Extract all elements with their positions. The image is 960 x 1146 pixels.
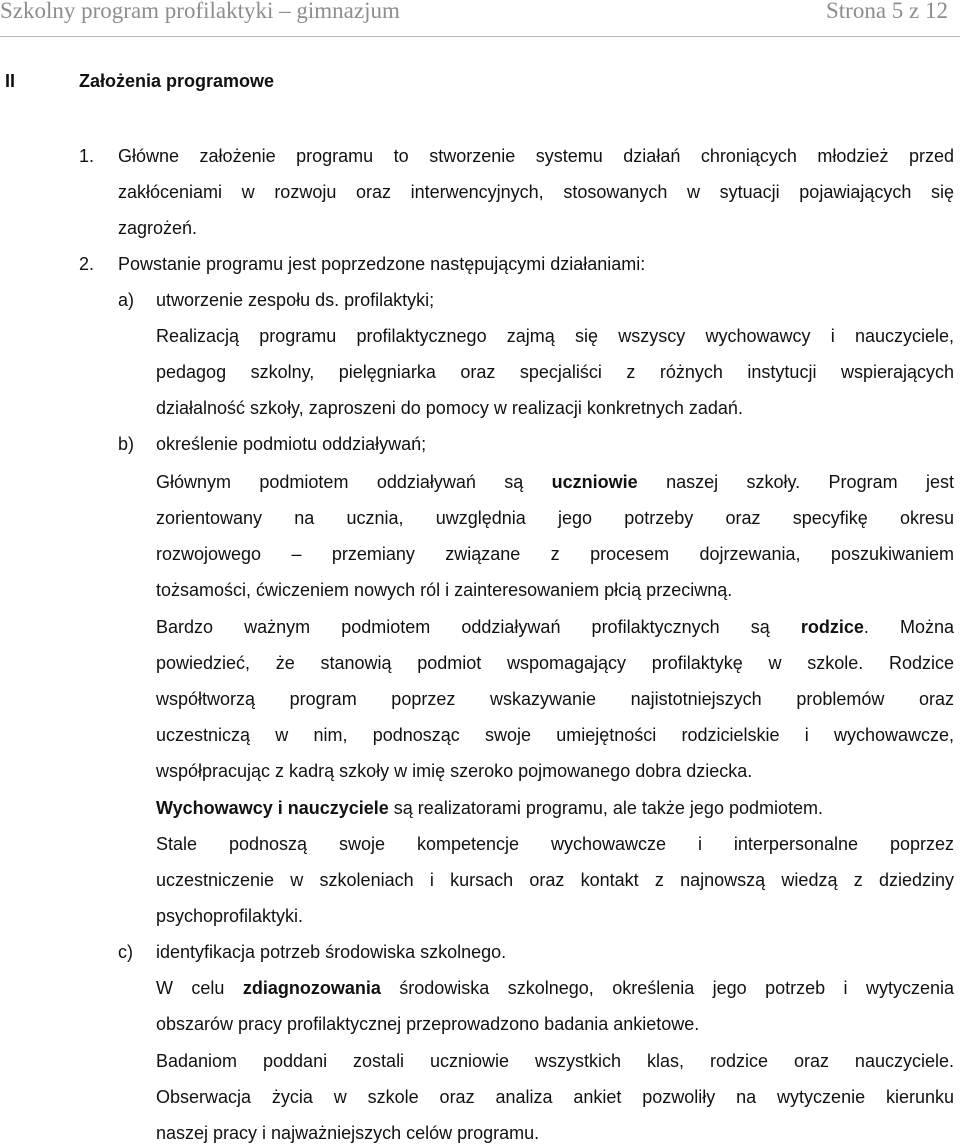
subitem-b-para-1-line-1: Głównym podmiotem oddziaływań są uczniowie naszej szkoły. Program jest (156, 472, 954, 492)
subitem-b-para-3-line-1: Wychowawcy i nauczyciele są realizatorami programu, ale także jego podmiotem. (156, 798, 824, 818)
item-1-line-3: zagrożeń. (118, 218, 198, 238)
item-1-number: 1. (79, 146, 95, 166)
item-2-number: 2. (79, 254, 95, 274)
subitem-b-label: b) (118, 434, 135, 454)
subitem-b-para-1-line-4: tożsamości, ćwiczeniem nowych ról i zainteresowaniem płcią przeciwną. (156, 580, 733, 600)
subitem-c-para-2-line-3: naszej pracy i najważniejszych celów programu. (156, 1123, 540, 1143)
subitem-a-label: a) (118, 290, 135, 310)
subitem-c-para-2-line-2: Obserwacja życia w szkole oraz analiza ankiet pozwoliły na wytyczenie kierunku (156, 1087, 954, 1107)
item-1-line-2: zakłóceniami w rozwoju oraz interwencyjnych, stosowanych w sytuacji pojawiających się (118, 182, 954, 202)
subitem-b-para-1-line-3: rozwojowego – przemiany związane z procesem dojrzewania, poszukiwaniem (156, 544, 954, 564)
emphasis-zdiagnozowania: zdiagnozowania (242, 978, 381, 998)
item-1-line-1: Główne założenie programu to stworzenie systemu działań chroniących młodzież przed (118, 146, 954, 166)
subitem-b-para-2-line-4: uczestniczą w nim, podnosząc swoje umiejętności rodzicielskie i wychowawcze, (156, 725, 954, 745)
subitem-c-para-1-line-1: W celu zdiagnozowania środowiska szkolnego, określenia jego potrzeb i wytyczenia (156, 978, 954, 998)
emphasis-uczniowie: uczniowie (551, 472, 638, 492)
subitem-b-para-3-line-2: Stale podnoszą swoje kompetencje wychowawcze i interpersonalne poprzez (156, 834, 954, 854)
subitem-b-para-3-line-4: psychoprofilaktyki. (156, 906, 304, 926)
header-page-number: Strona 5 z 12 (825, 0, 948, 23)
section-number: II (5, 71, 16, 91)
subitem-c-para-2-line-1: Badaniom poddani zostali uczniowie wszystkich klas, rodzice oraz nauczyciele. (156, 1051, 954, 1071)
subitem-b-para-2-line-5: współpracując z kadrą szkoły w imię szeroko pojmowanego dobra dziecka. (156, 761, 753, 781)
section-title: Założenia programowe (79, 71, 275, 91)
header-document-title: Szkolny program profilaktyki – gimnazjum (0, 0, 400, 23)
subitem-b-heading: określenie podmiotu oddziaływań; (156, 434, 427, 454)
subitem-b-para-2-line-1: Bardzo ważnym podmiotem oddziaływań profilaktycznych są rodzice. Można (156, 617, 954, 637)
subitem-b-para-2-line-3: współtworzą program poprzez wskazywanie najistotniejszych problemów oraz (156, 689, 954, 709)
subitem-a-heading: utworzenie zespołu ds. profilaktyki; (156, 290, 435, 310)
subitem-b-para-2-line-2: powiedzieć, że stanowią podmiot wspomagający profilaktykę w szkole. Rodzice (156, 653, 954, 673)
subitem-b-para-3-line-3: uczestniczenie w szkoleniach i kursach oraz kontakt z najnowszą wiedzą z dziedziny (156, 870, 954, 890)
subitem-c-label: c) (118, 942, 133, 962)
running-header (0, 0, 960, 37)
subitem-c-para-1-line-2: obszarów pracy profilaktycznej przeprowadzono badania ankietowe. (156, 1014, 700, 1034)
subitem-a-line-2: pedagog szkolny, pielęgniarka oraz specjaliści z różnych instytucji wspierających (156, 362, 954, 382)
item-2-text: Powstanie programu jest poprzedzone następującymi działaniami: (118, 254, 646, 274)
subitem-a-line-3: działalność szkoły, zaproszeni do pomocy w realizacji konkretnych zadań. (156, 398, 743, 418)
subitem-b-para-1-line-2: zorientowany na ucznia, uwzględnia jego potrzeby oraz specyfikę okresu (156, 508, 954, 528)
emphasis-wychowawcy-i-nauczyciele: Wychowawcy i nauczyciele (156, 798, 389, 818)
subitem-a-line-1: Realizacją programu profilaktycznego zajmą się wszyscy wychowawcy i nauczyciele, (156, 326, 954, 346)
emphasis-rodzice: rodzice (800, 617, 864, 637)
subitem-c-heading: identyfikacja potrzeb środowiska szkolnego. (156, 942, 507, 962)
